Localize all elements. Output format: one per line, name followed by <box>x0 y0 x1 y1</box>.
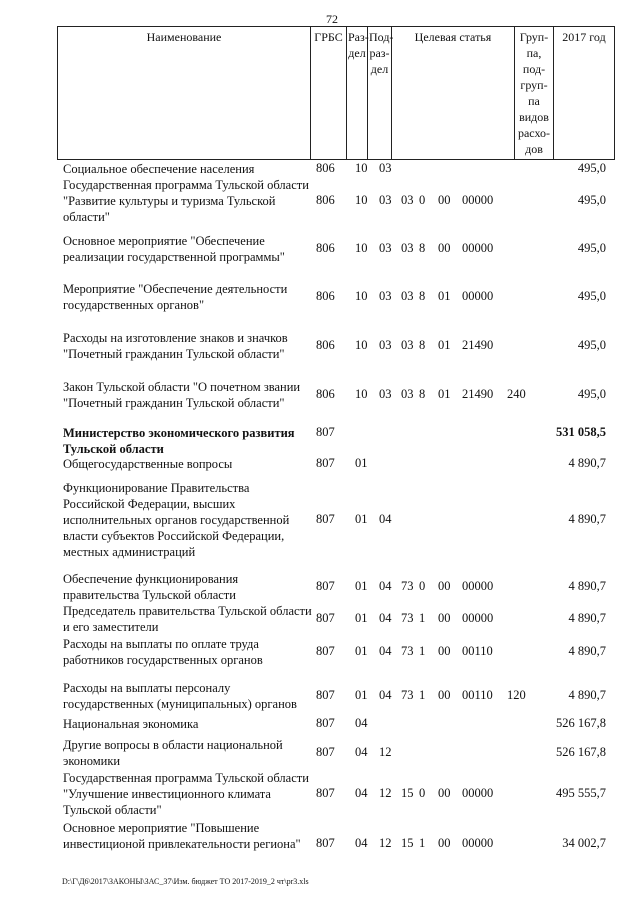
row-name: Общегосударственные вопросы <box>63 457 233 471</box>
row-razdel: 10 <box>355 289 368 303</box>
row-cs2: 0 <box>419 193 426 207</box>
row-grbs: 807 <box>316 745 335 759</box>
row-cs3: 00 <box>438 579 451 593</box>
row-cs1: 03 <box>401 338 414 352</box>
row-grbs: 806 <box>316 241 335 255</box>
row-cs1: 73 <box>401 644 414 658</box>
row-cs4: 00110 <box>462 644 493 658</box>
row-name: Другие вопросы в области национальной экономики <box>63 738 283 768</box>
row-name: Социальное обеспечение населения <box>63 162 255 176</box>
row-amount: 526 167,8 <box>556 745 606 759</box>
row-razdel: 01 <box>355 456 368 470</box>
row-name: Мероприятие "Обеспечение деятельности государственных органов" <box>63 282 288 312</box>
footer-file-path: D:\Г\Д6\2017\ЗАКОНЫ\ЗАС_37\Изм. бюджет ТО 2017-2019_2 чт\pr3.xls <box>62 877 309 886</box>
row-cs3: 01 <box>438 289 451 303</box>
row-cs3: 00 <box>438 611 451 625</box>
table-header <box>57 26 615 160</box>
row-amount: 4 890,7 <box>568 512 606 526</box>
row-amount: 4 890,7 <box>568 456 606 470</box>
row-name: Государственная программа Тульской области "Развитие культуры и туризма Тульской области" <box>63 178 309 224</box>
row-cs2: 8 <box>419 241 426 255</box>
row-amount: 34 002,7 <box>562 836 606 850</box>
row-razdel: 10 <box>355 193 368 207</box>
row-grbs: 807 <box>316 611 335 625</box>
row-cs2: 1 <box>419 644 426 658</box>
row-grbs: 806 <box>316 289 335 303</box>
row-cs1: 73 <box>401 579 414 593</box>
row-cs4: 00000 <box>462 611 494 625</box>
row-name: Закон Тульской области "О почетном звании "Почетный гражданин Тульской области" <box>63 380 301 410</box>
row-razdel: 01 <box>355 644 368 658</box>
header-podrazdel: Под-раз-дел <box>368 27 392 160</box>
row-cs4: 21490 <box>462 338 494 352</box>
row-amount: 495,0 <box>577 387 606 401</box>
row-name: Основное мероприятие "Обеспечение реализации государственной программы" <box>63 234 285 264</box>
row-podrazdel: 04 <box>379 611 392 625</box>
row-name: Основное мероприятие "Повышение инвестиционой привлекательности региона" <box>63 821 301 851</box>
row-cs3: 01 <box>438 338 451 352</box>
row-grbs: 807 <box>316 644 335 658</box>
row-razdel: 01 <box>355 688 368 702</box>
row-amount: 526 167,8 <box>556 716 606 730</box>
row-name: Государственная программа Тульской области "Улучшение инвестиционного климата Тульской области" <box>63 771 309 817</box>
row-cs3: 00 <box>438 241 451 255</box>
row-cs2: 1 <box>419 836 426 850</box>
row-cs1: 15 <box>401 836 414 850</box>
row-name: Расходы на изготовление знаков и значков "Почетный гражданин Тульской области" <box>63 331 288 361</box>
header-year: 2017 год <box>554 27 615 160</box>
row-cs1: 03 <box>401 241 414 255</box>
row-cs2: 1 <box>419 611 426 625</box>
header-grbs: ГРБС <box>311 27 347 160</box>
row-grbs: 806 <box>316 161 335 175</box>
row-cs4: 00000 <box>462 241 494 255</box>
row-grbs: 806 <box>316 387 335 401</box>
row-cs3: 00 <box>438 836 451 850</box>
row-amount: 495 555,7 <box>556 786 606 800</box>
row-grbs: 807 <box>316 425 335 439</box>
row-amount: 495,0 <box>577 161 606 175</box>
row-vr: 240 <box>507 387 526 401</box>
row-podrazdel: 12 <box>379 745 392 759</box>
row-cs1: 73 <box>401 688 414 702</box>
header-razdel: Раз-дел <box>347 27 368 160</box>
row-razdel: 01 <box>355 512 368 526</box>
row-grbs: 807 <box>316 716 335 730</box>
row-cs2: 0 <box>419 579 426 593</box>
row-podrazdel: 12 <box>379 786 392 800</box>
row-razdel: 04 <box>355 716 368 730</box>
row-podrazdel: 03 <box>379 193 392 207</box>
row-amount: 495,0 <box>577 241 606 255</box>
row-name: Расходы на выплаты по оплате труда работников государственных органов <box>63 637 263 667</box>
row-razdel: 10 <box>355 161 368 175</box>
row-cs1: 03 <box>401 289 414 303</box>
row-podrazdel: 12 <box>379 836 392 850</box>
row-name: Функционирование Правительства Российской Федерации, высших исполнительных органов государственной власти субъектов Российской Федерации, местных администраций <box>63 481 290 559</box>
row-cs2: 8 <box>419 289 426 303</box>
row-cs4: 00000 <box>462 289 494 303</box>
row-razdel: 04 <box>355 836 368 850</box>
row-amount: 495,0 <box>577 289 606 303</box>
header-name: Наименование <box>58 27 311 160</box>
row-amount: 531 058,5 <box>556 425 606 439</box>
row-podrazdel: 03 <box>379 241 392 255</box>
row-razdel: 01 <box>355 611 368 625</box>
row-cs4: 00000 <box>462 193 494 207</box>
row-vr: 120 <box>507 688 526 702</box>
row-amount: 4 890,7 <box>568 611 606 625</box>
row-cs2: 0 <box>419 786 426 800</box>
row-cs4: 00000 <box>462 579 494 593</box>
page-number: 72 <box>326 12 338 26</box>
row-name: Председатель правительства Тульской области и его заместители <box>63 604 312 634</box>
row-cs3: 00 <box>438 786 451 800</box>
row-podrazdel: 04 <box>379 579 392 593</box>
row-cs1: 03 <box>401 193 414 207</box>
row-grbs: 807 <box>316 786 335 800</box>
row-cs3: 01 <box>438 387 451 401</box>
row-razdel: 04 <box>355 745 368 759</box>
row-cs4: 00000 <box>462 786 494 800</box>
row-razdel: 10 <box>355 241 368 255</box>
row-cs3: 00 <box>438 644 451 658</box>
row-cs2: 8 <box>419 387 426 401</box>
row-razdel: 10 <box>355 387 368 401</box>
row-amount: 495,0 <box>577 193 606 207</box>
row-cs3: 00 <box>438 193 451 207</box>
row-grbs: 807 <box>316 836 335 850</box>
header-celevaya-statya: Целевая статья <box>392 27 515 160</box>
row-cs2: 8 <box>419 338 426 352</box>
row-grbs: 806 <box>316 338 335 352</box>
row-name: Расходы на выплаты персоналу государственных (муниципальных) органов <box>63 681 297 711</box>
row-podrazdel: 03 <box>379 289 392 303</box>
row-name: Национальная экономика <box>63 717 199 731</box>
row-podrazdel: 03 <box>379 161 392 175</box>
row-razdel: 04 <box>355 786 368 800</box>
row-amount: 4 890,7 <box>568 688 606 702</box>
row-cs4: 00000 <box>462 836 494 850</box>
row-podrazdel: 03 <box>379 338 392 352</box>
row-amount: 495,0 <box>577 338 606 352</box>
row-razdel: 10 <box>355 338 368 352</box>
row-podrazdel: 04 <box>379 644 392 658</box>
row-cs1: 03 <box>401 387 414 401</box>
row-cs1: 73 <box>401 611 414 625</box>
row-name: Министерство экономического развития Тульской области <box>63 426 295 456</box>
row-grbs: 807 <box>316 579 335 593</box>
row-name: Обеспечение функционирования правительства Тульской области <box>63 572 239 602</box>
row-podrazdel: 04 <box>379 688 392 702</box>
row-amount: 4 890,7 <box>568 579 606 593</box>
row-cs4: 21490 <box>462 387 494 401</box>
row-grbs: 807 <box>316 512 335 526</box>
row-podrazdel: 04 <box>379 512 392 526</box>
row-grbs: 807 <box>316 456 335 470</box>
row-cs3: 00 <box>438 688 451 702</box>
row-grbs: 806 <box>316 193 335 207</box>
row-razdel: 01 <box>355 579 368 593</box>
row-amount: 4 890,7 <box>568 644 606 658</box>
row-cs2: 1 <box>419 688 426 702</box>
row-cs4: 00110 <box>462 688 493 702</box>
row-podrazdel: 03 <box>379 387 392 401</box>
row-cs1: 15 <box>401 786 414 800</box>
row-grbs: 807 <box>316 688 335 702</box>
header-vid-rashodov: Груп-па, под-груп-па видов расхо-дов <box>515 27 554 160</box>
